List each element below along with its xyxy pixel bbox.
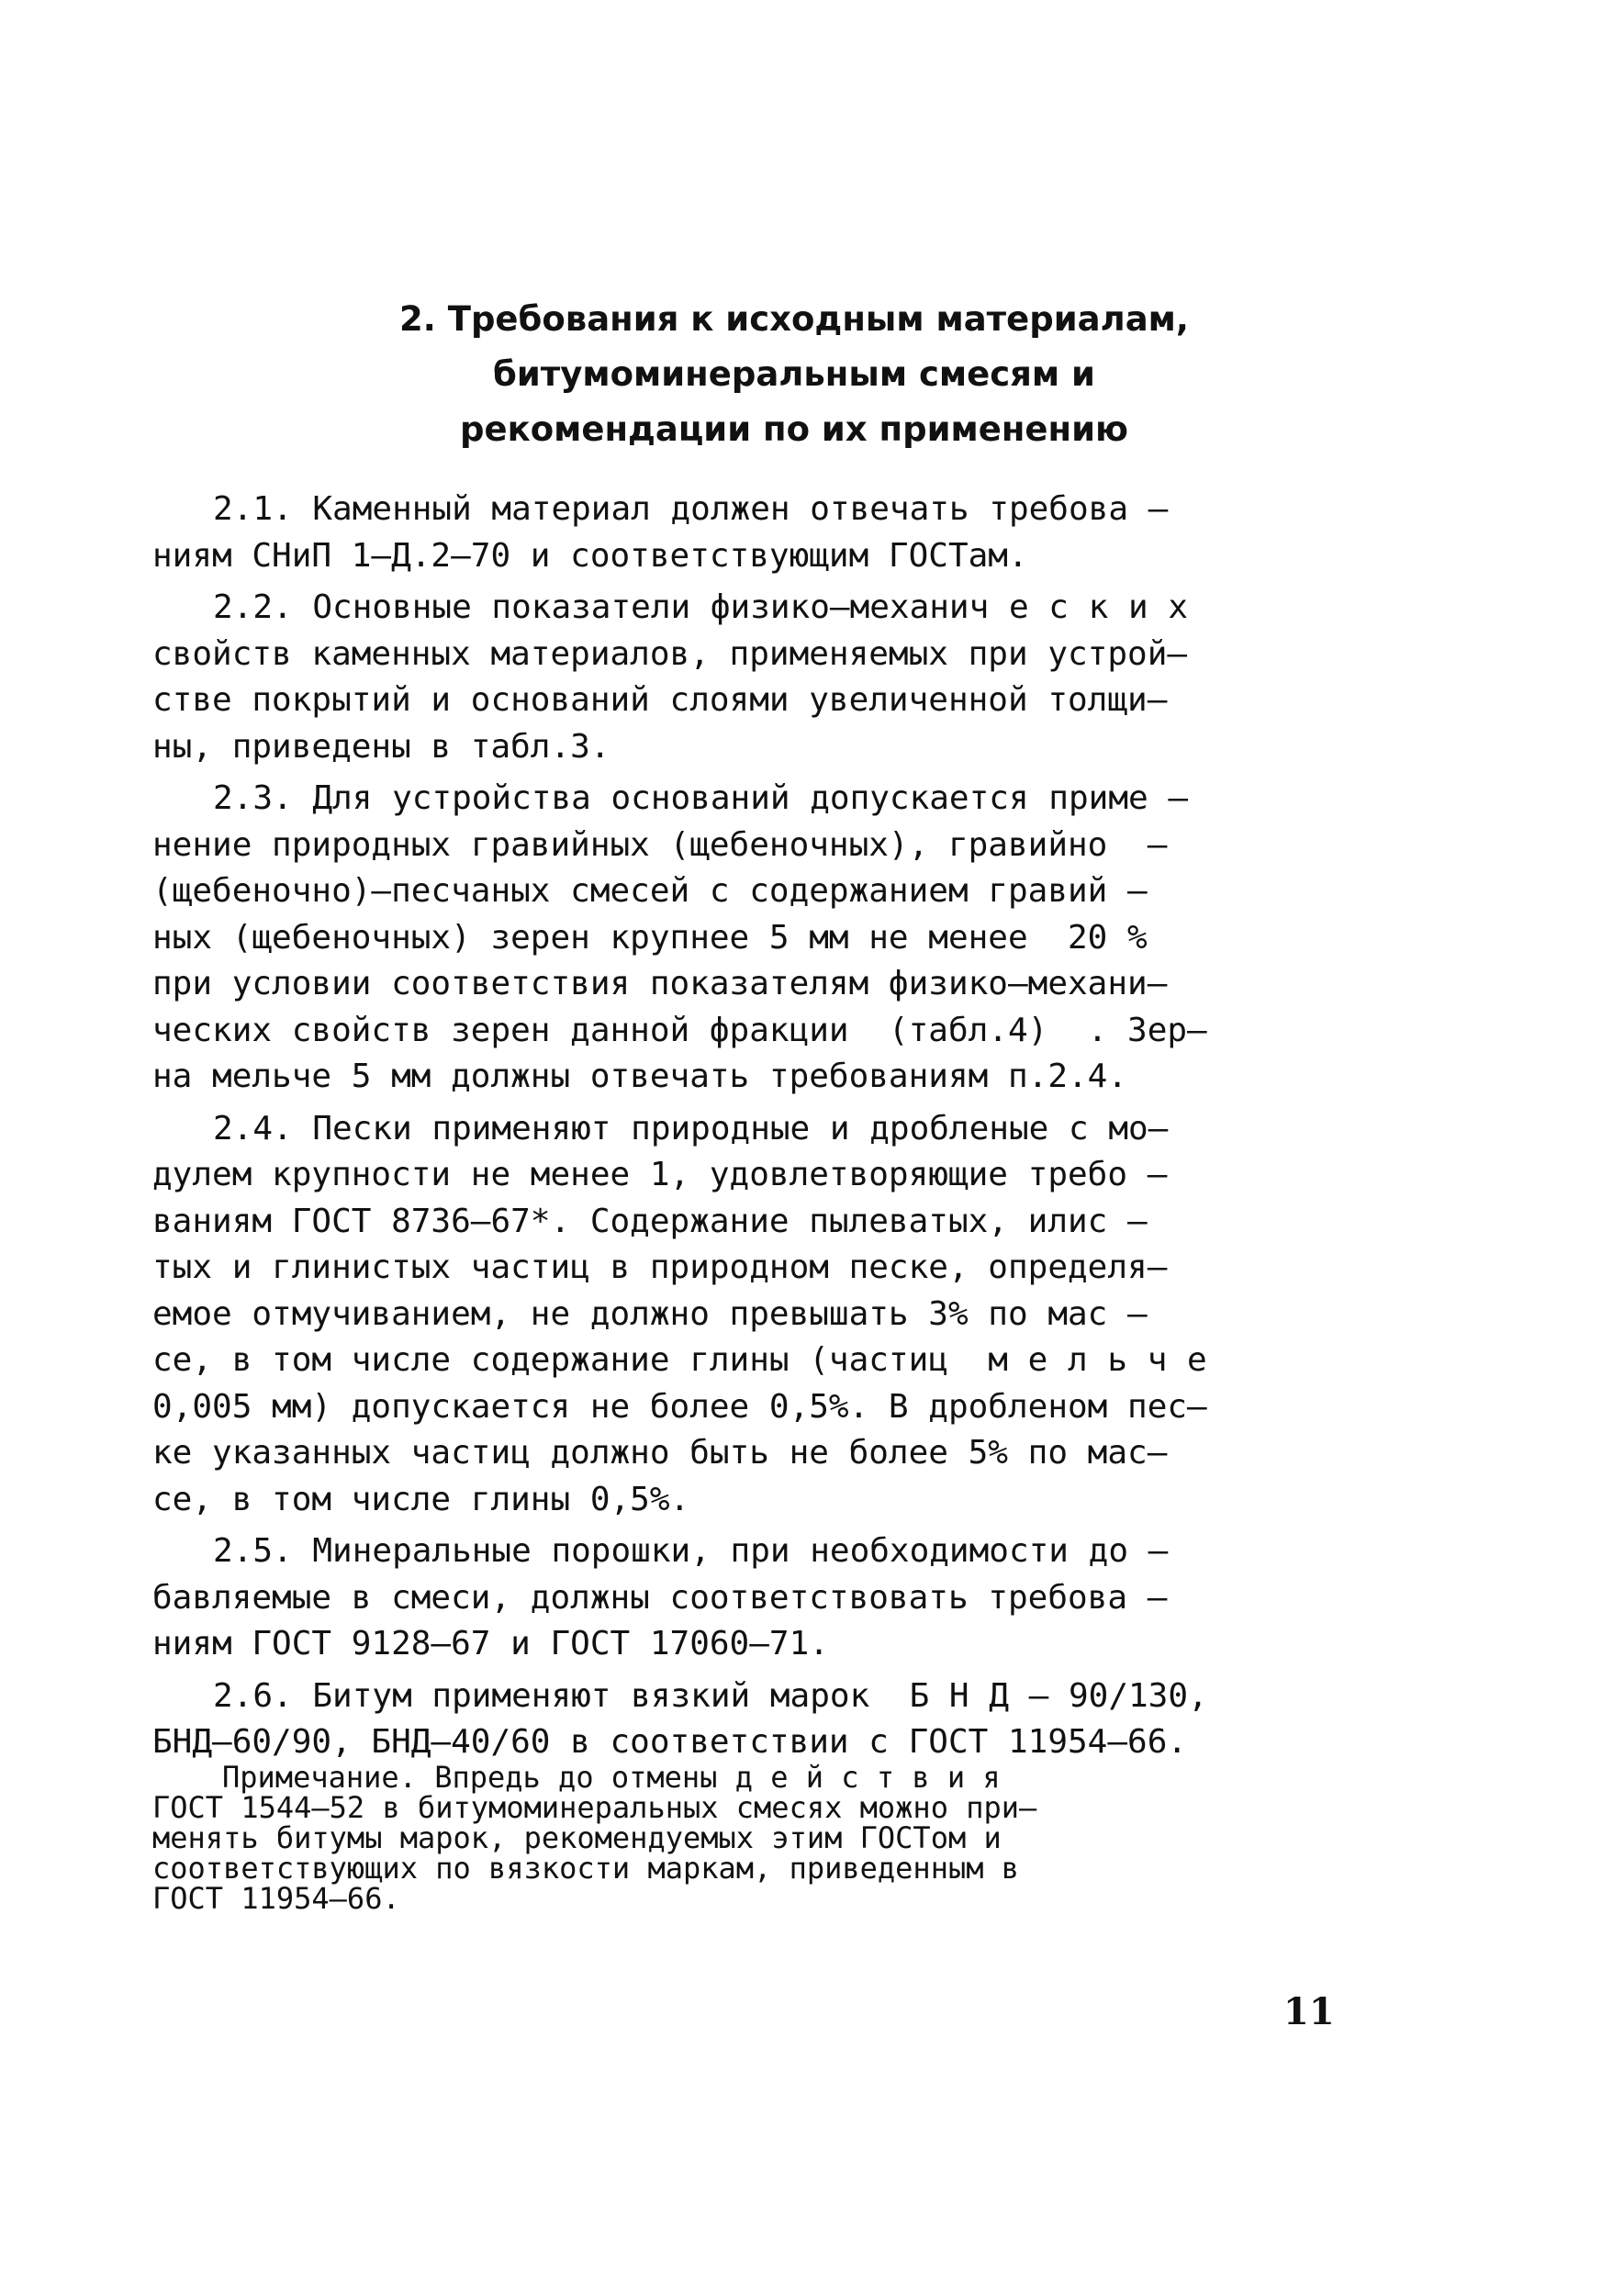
text-line: тых и глинистых частиц в природном песке, определя–: [152, 1248, 1168, 1286]
heading-line: 2. Требования к исходным материалам,: [399, 299, 1189, 339]
text-line: 2.2. Основные показатели физико–механич е с к и х: [213, 588, 1189, 626]
paragraph-2-6: [152, 1674, 1364, 1766]
text-line: ваниям ГОСТ 8736–67*. Содержание пылеватых, илис –: [152, 1202, 1148, 1240]
paragraph-2-2: [152, 585, 1364, 770]
note-line: ГОСТ 11954–66.: [152, 1881, 400, 1916]
text-line: се, в том числе глины 0,5%.: [152, 1480, 690, 1518]
text-line: ке указанных частиц должно быть не более 5% по мас–: [152, 1434, 1168, 1472]
body-text: [152, 487, 1364, 1772]
paragraph-2-3: [152, 776, 1364, 1101]
note-block: [152, 1760, 1364, 1916]
text-line: 2.4. Пески применяют природные и дробленые с мо–: [213, 1109, 1169, 1148]
text-line: се, в том числе содержание глины (частиц м е л ь ч е: [152, 1341, 1207, 1379]
note-line: ГОСТ 1544–52 в битумоминеральных смесях можно при–: [152, 1790, 1037, 1825]
text-line: нение природных гравийных (щебеночных), гравийно –: [152, 825, 1168, 864]
note-line: соответствующих по вязкости маркам, приведенным в: [152, 1851, 1020, 1886]
text-line: (щебеночно)–песчаных смесей с содержанием гравий –: [152, 872, 1148, 910]
text-line: БНД–60/90, БНД–40/60 в соответствии с ГОСТ 11954–66.: [152, 1723, 1188, 1761]
text-line: при условии соответствия показателям физико–механи–: [152, 965, 1168, 1002]
heading-line: битумоминеральным смесям и: [493, 354, 1095, 394]
text-line: ческих свойств зерен данной фракции (табл.4) . Зер–: [152, 1011, 1207, 1049]
heading-line: рекомендации по их применению: [460, 409, 1128, 449]
paragraph-2-4: [152, 1106, 1364, 1524]
text-line: ны, приведены в табл.3.: [152, 727, 610, 766]
text-line: 2.5. Минеральные порошки, при необходимости до –: [213, 1532, 1169, 1570]
text-line: на мельче 5 мм должны отвечать требованиям п.2.4.: [152, 1058, 1128, 1095]
note-line: менять битумы марок, рекомендуемых этим ГОСТом и: [152, 1820, 1002, 1855]
paragraph-2-1: [152, 487, 1364, 579]
text-line: 0,005 мм) допускается не более 0,5%. В дробленом пес–: [152, 1387, 1207, 1426]
text-line: 2.3. Для устройства оснований допускается приме –: [213, 779, 1189, 817]
note-line: Примечание. Впредь до отмены д е й с т в и я: [222, 1760, 1001, 1795]
page-number: 11: [1283, 1990, 1335, 2033]
section-heading: [230, 292, 1359, 457]
text-line: бавляемые в смеси, должны соответствовать требова –: [152, 1578, 1168, 1617]
text-line: емое отмучиванием, не должно превышать 3% по мас –: [152, 1294, 1148, 1333]
text-line: свойств каменных материалов, применяемых при устрой–: [152, 634, 1188, 673]
text-line: ниям ГОСТ 9128–67 и ГОСТ 17060–71.: [152, 1625, 829, 1662]
text-line: стве покрытий и оснований слоями увеличенной толщи–: [152, 681, 1168, 719]
text-line: ниям СНиП 1–Д.2–70 и соответствующим ГОСТам.: [152, 536, 1028, 575]
text-line: 2.1. Каменный материал должен отвечать требова –: [213, 490, 1169, 528]
paragraph-2-5: [152, 1528, 1364, 1668]
text-line: 2.6. Битум применяют вязкий марок Б Н Д – 90/130,: [213, 1676, 1208, 1715]
text-line: дулем крупности не менее 1, удовлетворяющие требо –: [152, 1156, 1168, 1193]
text-line: ных (щебеночных) зерен крупнее 5 мм не менее 20 %: [152, 918, 1148, 957]
